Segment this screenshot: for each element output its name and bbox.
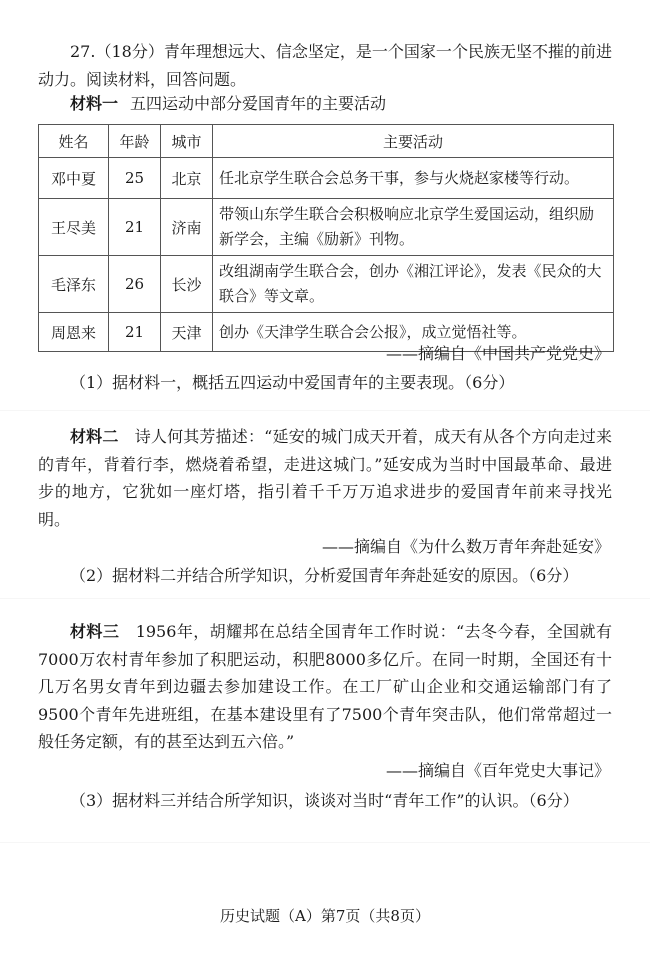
- header-activity: 主要活动: [213, 125, 614, 158]
- cell-age: 26: [109, 256, 161, 313]
- material2-text: 诗人何其芳描述：“延安的城门成天开着，成天有从各个方向走过来的青年，背着行李，燃烧着希望，走进这城门。”延安成为当时中国最革命、最进步的地方，它犹如一座灯塔，指引着千千万万追求进步的爱国青年前来寻找光明。: [38, 427, 612, 529]
- material2-paragraph: [38, 423, 612, 533]
- cell-age: 21: [109, 313, 161, 352]
- table-row: [39, 199, 614, 256]
- cell-activity: 带领山东学生联合会积极响应北京学生爱国运动，组织励新学会，主编《励新》刊物。: [213, 199, 614, 256]
- material1-label: 材料一: [70, 94, 119, 113]
- question-intro: 27.（18分）青年理想远大、信念坚定，是一个国家一个民族无坚不摧的前进动力。阅读材料，回答问题。: [38, 42, 612, 89]
- question-2: （2）据材料二并结合所学知识，分析爱国青年奔赴延安的原因。（6分）: [70, 566, 579, 585]
- page-footer: 历史试题（A）第7页（共8页）: [220, 907, 430, 925]
- table-header-row: [39, 125, 614, 158]
- cell-city: 天津: [161, 313, 213, 352]
- cell-city: 北京: [161, 158, 213, 199]
- question-1: （1）据材料一，概括五四运动中爱国青年的主要表现。（6分）: [70, 373, 515, 392]
- cell-age: 25: [109, 158, 161, 199]
- material1-title: 五四运动中部分爱国青年的主要活动: [130, 94, 387, 113]
- activities-table: [38, 124, 614, 352]
- cell-name: 王尽美: [39, 199, 109, 256]
- material2-source: ——摘编自《为什么数万青年奔赴延安》: [321, 537, 610, 556]
- cell-city: 长沙: [161, 256, 213, 313]
- cell-city: 济南: [161, 199, 213, 256]
- material3-source: ——摘编自《百年党史大事记》: [385, 761, 610, 780]
- material3-paragraph: [38, 618, 612, 756]
- header-age: 年龄: [109, 125, 161, 158]
- material1-heading: [70, 93, 386, 115]
- question-3: （3）据材料三并结合所学知识，谈谈对当时“青年工作”的认识。（6分）: [70, 791, 579, 810]
- material3-label: 材料三: [70, 622, 120, 641]
- scan-texture: [0, 842, 650, 843]
- table-row: [39, 256, 614, 313]
- table-row: [39, 158, 614, 199]
- material2-label: 材料二: [70, 427, 119, 446]
- cell-age: 21: [109, 199, 161, 256]
- cell-name: 邓中夏: [39, 158, 109, 199]
- scan-texture: [0, 598, 650, 599]
- cell-activity: 创办《天津学生联合会公报》，成立觉悟社等。: [213, 313, 614, 352]
- header-city: 城市: [161, 125, 213, 158]
- scan-texture: [0, 410, 650, 411]
- material1-source: ——摘编自《中国共产党党史》: [385, 344, 610, 363]
- header-name: 姓名: [39, 125, 109, 158]
- cell-activity: 任北京学生联合会总务干事，参与火烧赵家楼等行动。: [213, 158, 614, 199]
- cell-activity: 改组湖南学生联合会，创办《湘江评论》，发表《民众的大联合》等文章。: [213, 256, 614, 313]
- cell-name: 周恩来: [39, 313, 109, 352]
- cell-name: 毛泽东: [39, 256, 109, 313]
- material3-text: 1956年，胡耀邦在总结全国青年工作时说：“去冬今春，全国就有7000万农村青年参加了积肥运动，积肥8000多亿斤。在同一时期，全国还有十几万名男女青年到边疆去参加建设工作。在工厂矿山企业和交通运输部门有了9500个青年先进班组，在基本建设里有了7500个青年突击队，他们常常超过一般任务定额，有的甚至达到五六倍。”: [38, 622, 612, 751]
